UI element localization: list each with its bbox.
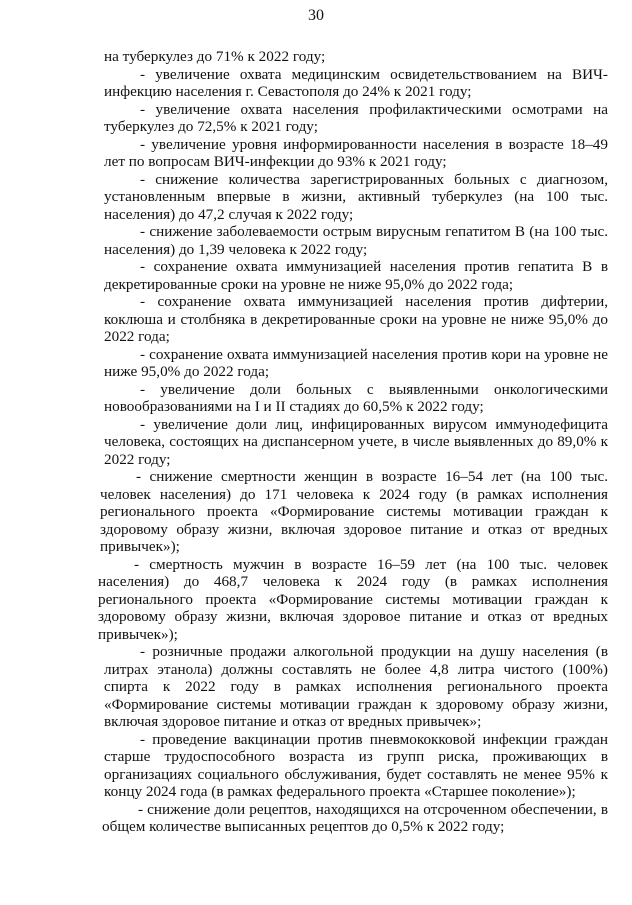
paragraph-pneumococcal-vaccination: - проведение вакцинации против пневмококковой инфекции граждан старше трудоспособного возраста из групп риска, проживающих в организациях социального обслуживания, будет составлять не менее 95% к концу 2024 года (в рамках федерального проекта «Старшее поколение»); — [104, 730, 608, 800]
paragraph-hiv-dispensary: - увеличение доли лиц, инфицированных вирусом иммунодефицита человека, состоящих на диспансерном учете, в числе выявленных до 89,0% к 2022 году; — [104, 415, 608, 468]
paragraph-tb-screening: - увеличение охвата населения профилактическими осмотрами на туберкулез до 72,5% к 2021 году; — [104, 100, 608, 135]
paragraph-female-mortality: - снижение смертности женщин в возрасте 16–54 лет (на 100 тыс. человек населения) до 171 человека к 2024 году (в рамках исполнения регионального проекта «Формирование системы мотивации граждан к здоровому образу жизни, включая здоровое питание и отказ от вредных привычек»); — [100, 468, 608, 555]
paragraph-hepatitis-b-incidence: - снижение заболеваемости острым вирусным гепатитом В (на 100 тыс. населения) до 1,39 человека к 2022 году; — [104, 223, 608, 258]
document-body — [98, 48, 608, 836]
paragraph-hepatitis-b-immunization: - сохранение охвата иммунизацией населения против гепатита В в декретированные сроки на уровне не ниже 95,0% до 2022 года; — [104, 258, 608, 293]
paragraph-continuation: на туберкулез до 71% к 2022 году; — [104, 48, 326, 65]
page-number: 30 — [308, 7, 324, 24]
paragraph-tb-incidence: - снижение количества зарегистрированных больных с диагнозом, установленным впервые в жизни, активный туберкулез (на 100 тыс. населения) до 47,2 случая к 2022 году; — [104, 170, 608, 223]
paragraph-dtp-immunization: - сохранение охвата иммунизацией населения против дифтерии, коклюша и столбняка в декретированные сроки на уровне не ниже 95,0% до 2022 года; — [104, 293, 608, 345]
paragraph-male-mortality: - смертность мужчин в возрасте 16–59 лет (на 100 тыс. человек населения) до 468,7 человека к 2024 году (в рамках исполнения регионального проекта «Формирование системы мотивации граждан к здоровому образу жизни, включая здоровое питание и отказ от вредных привычек»); — [98, 555, 608, 643]
paragraph-measles-immunization: - сохранение охвата иммунизацией населения против кори на уровне не ниже 95,0% до 2022 года; — [104, 345, 608, 380]
paragraph-hiv-awareness: - увеличение уровня информированности населения в возрасте 18–49 лет по вопросам ВИЧ-инфекции до 93% к 2021 году; — [104, 135, 608, 170]
paragraph-oncology-detection: - увеличение доли больных с выявленными онкологическими новообразованиями на I и II стадиях до 60,5% к 2022 году; — [104, 380, 608, 415]
paragraph-deferred-prescriptions: - снижение доли рецептов, находящихся на отсроченном обеспечении, в общем количестве выписанных рецептов до 0,5% к 2022 году; — [102, 800, 608, 835]
paragraph-hiv-examination: - увеличение охвата медицинским освидетельствованием на ВИЧ-инфекцию населения г. Севастополя до 24% к 2021 году; — [104, 65, 608, 100]
paragraph-alcohol-sales: - розничные продажи алкогольной продукции на душу населения (в литрах этанола) должны составлять не более 4,8 литра чистого (100%) спирта к 2022 году в рамках исполнения регионального проекта «Формирование системы мотивации граждан к здоровому образу жизни, включая здоровое питание и отказ от вредных привычек»; — [104, 643, 608, 730]
